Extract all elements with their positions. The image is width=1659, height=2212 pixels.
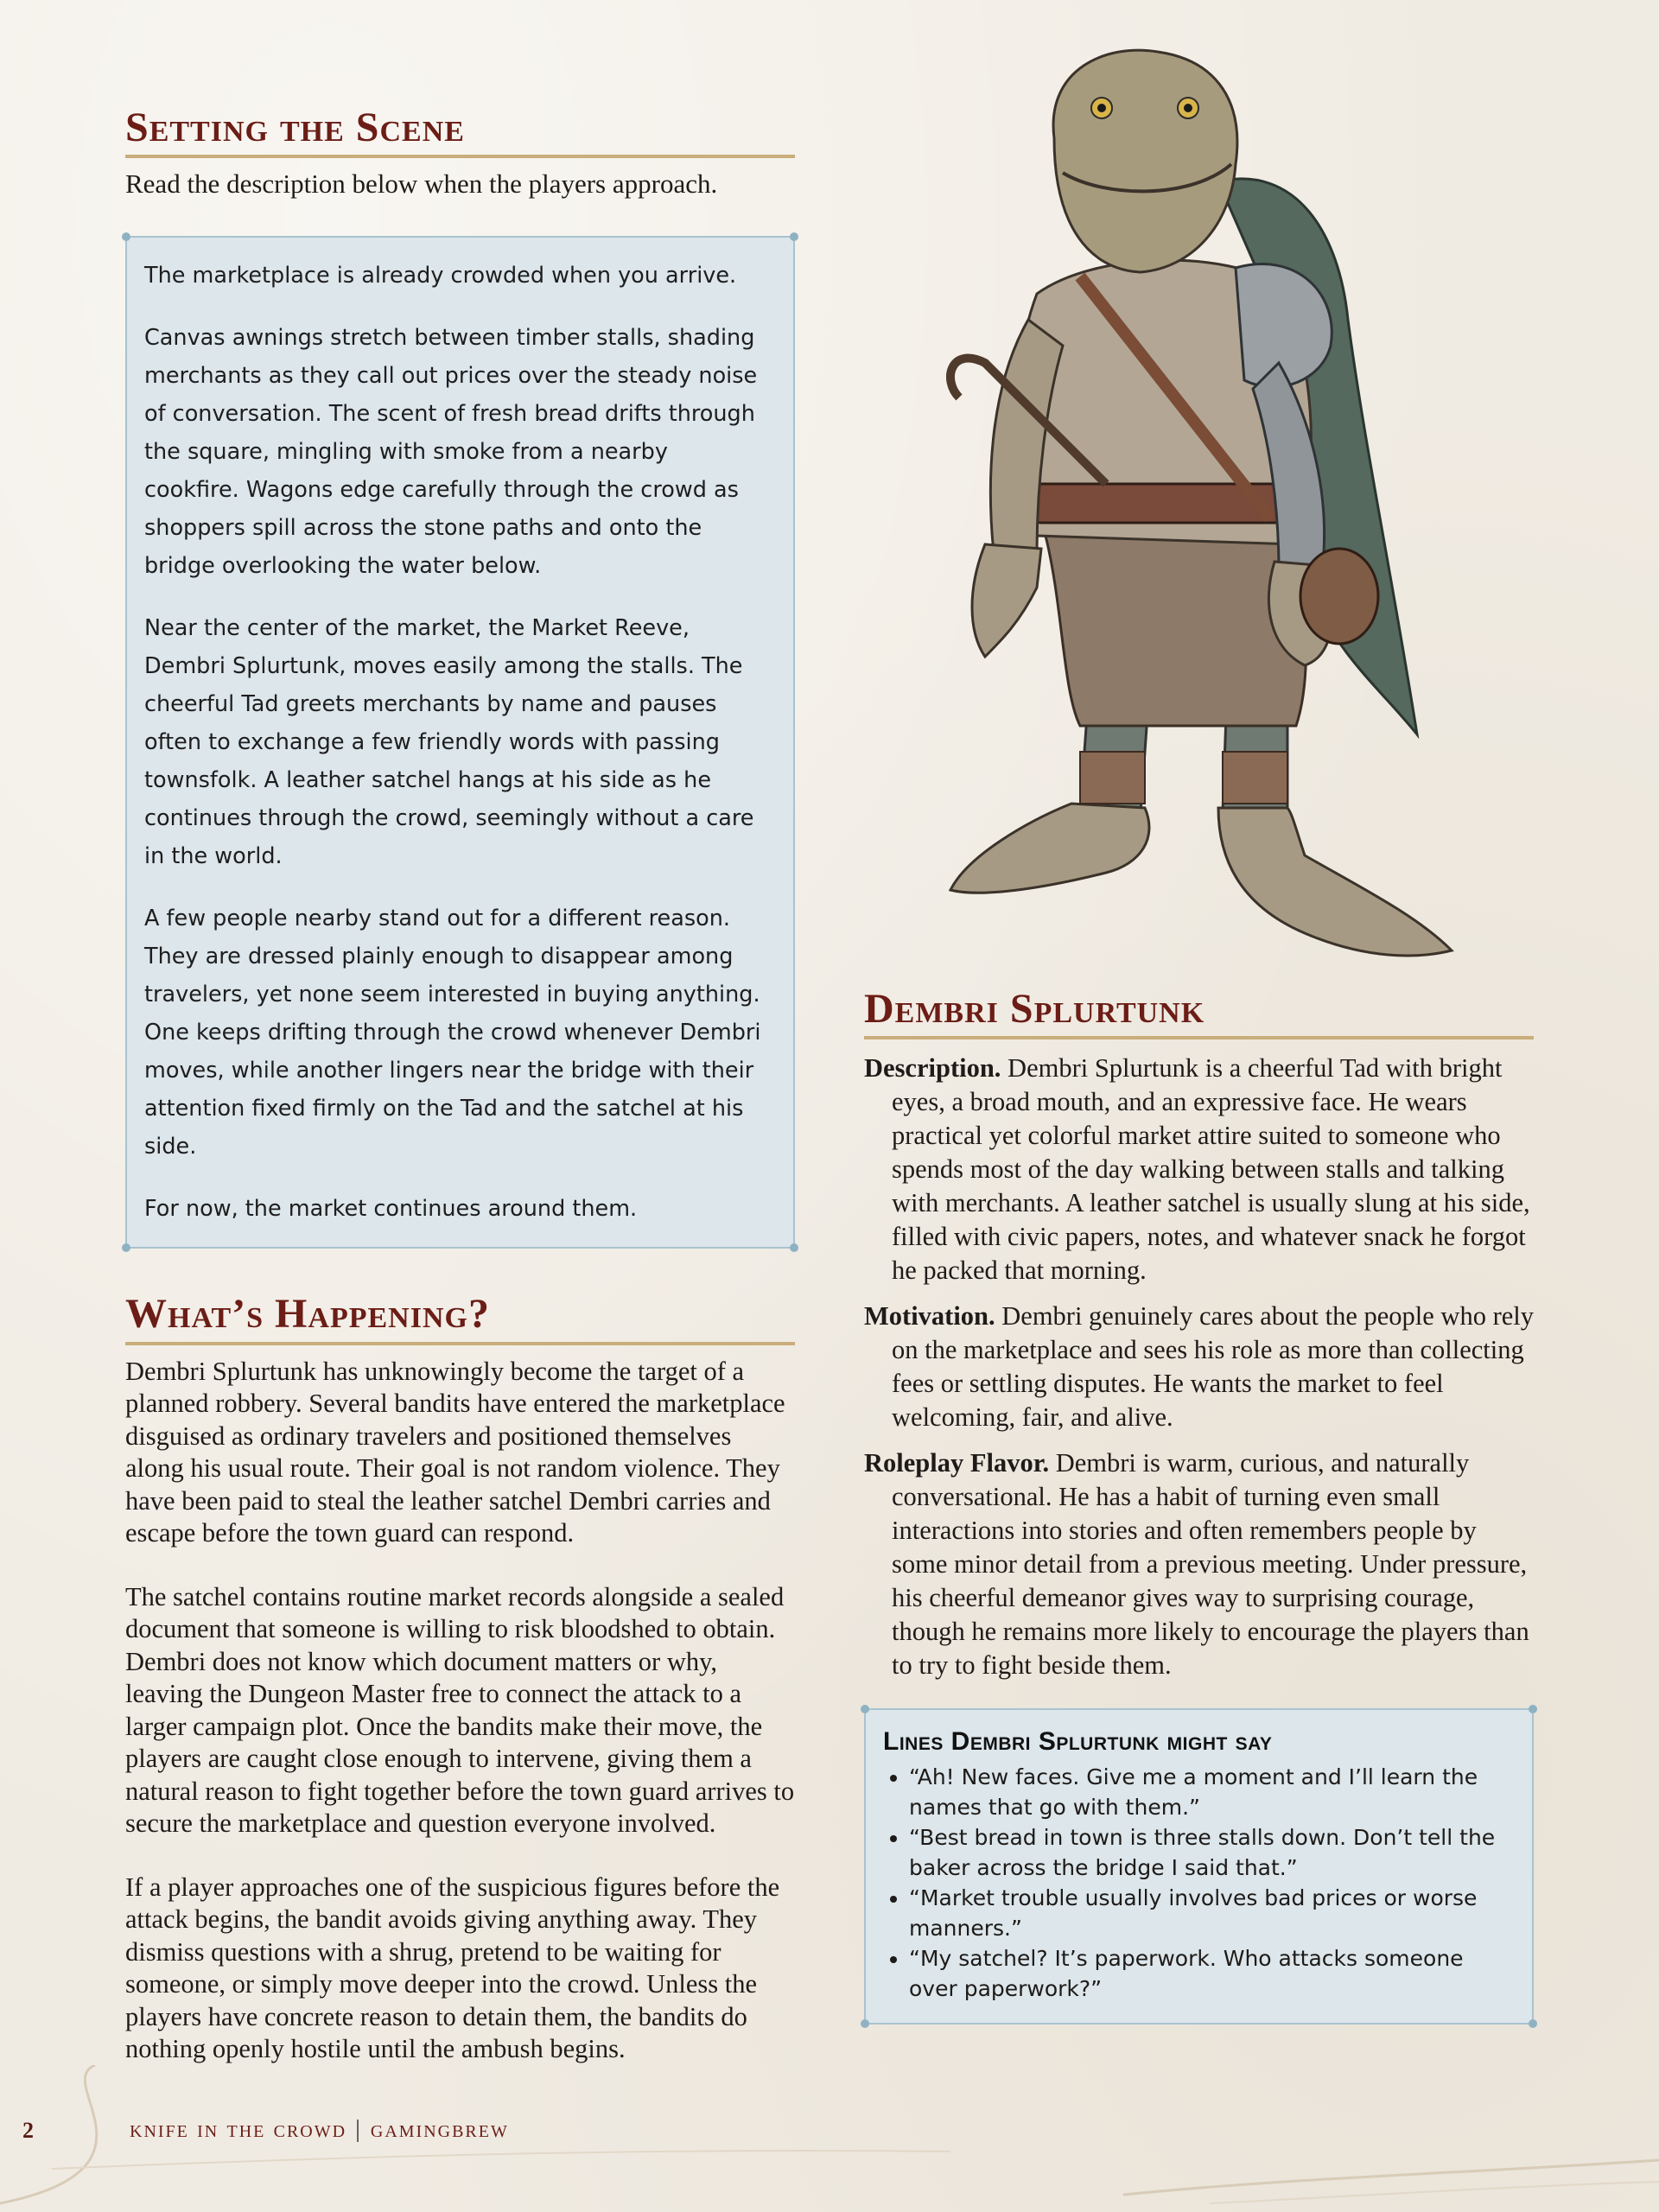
box-corner: [122, 1243, 130, 1252]
entry-text: Dembri is warm, curious, and naturally conversational. He has a habit of turning even small interactions into stories and often remembers people by some minor detail from a previous meeting. Under pressure, his cheerful demeanor gives way to surprising courage, though he remains more likely to encourage the players than to try to fight beside them.: [892, 1448, 1529, 1681]
read-aloud-paragraph: For now, the market continues around them.: [144, 1196, 638, 1223]
entry-text: Dembri genuinely cares about the people who rely on the marketplace and sees his role as more than collecting fees or settling disputes. He wants the market to feel welcoming, fair, and alive.: [892, 1301, 1534, 1433]
body-paragraph: The satchel contains routine market records alongside a sealed document that someone is willing to risk bloodshed to obtain. Dembri does not know which document matters or why, leaving the Dungeon Master free to connect the attack to a larger campaign plot. Once the bandits make their move, the players are caught close enough to intervene, giving them a natural reason to fight together before the town guard arrives to secure the marketplace and question everyone involved.: [125, 1581, 795, 1839]
page-number: 2: [22, 2118, 34, 2143]
read-aloud-box: [125, 236, 795, 1249]
lines-box: [864, 1708, 1534, 2024]
npc-motivation: [864, 1300, 1534, 1434]
footer-separator: |: [355, 2115, 362, 2143]
read-aloud-paragraph: The marketplace is already crowded when you arrive.: [144, 263, 737, 289]
box-corner: [861, 1705, 869, 1713]
npc-entries: [864, 1052, 1534, 1682]
lines-heading: Lines Dembri Splurtunk might say: [883, 1727, 1273, 1757]
entry-text: Dembri Splurtunk is a cheerful Tad with bright eyes, a broad mouth, and an expressive face. He wears practical yet colorful market attire suited to someone who spends most of the day walking between stalls and talking with merchants. A leather satchel is usually slung at his side, filled with civic papers, notes, and whatever snack he forgot he packed that morning.: [892, 1053, 1530, 1286]
setting-intro: Read the description below when the players approach.: [125, 168, 718, 200]
npc-heading: Dembri Splurtunk: [864, 985, 1534, 1039]
read-aloud-paragraph: A few people nearby stand out for a different reason. They are dressed plainly enough to disappear among travelers, yet none seem interested in buying anything. One keeps drifting through the crowd whenever Dembri moves, while another lingers near the bridge with their attention fixed firmly on the Tad and the satchel at his side.: [144, 906, 761, 1160]
dembri-splurtunk-illustration: [933, 35, 1486, 1002]
npc-roleplay-flavor: [864, 1446, 1534, 1682]
footer-publisher: gamingbrew: [370, 2115, 509, 2143]
left-column: [125, 104, 795, 2097]
quote-item: • “Best bread in town is three stalls down. Don’t tell the baker across the bridge I said that.”: [909, 1822, 1515, 1883]
body-paragraph: Dembri Splurtunk has unknowingly become the target of a planned robbery. Several bandits have entered the marketplace disguised as ordinary travelers and positioned themselves along his usual route. Their goal is not random violence. They have been paid to steal the leather satchel Dembri carries and escape before the town guard can respond.: [125, 1356, 785, 1548]
entry-label: Motivation.: [864, 1301, 995, 1332]
read-aloud-paragraph: Near the center of the market, the Market Reeve, Dembri Splurtunk, moves easily among the stalls. The cheerful Tad greets merchants by name and pauses often to exchange a few friendly words with passing townsfolk. A leather satchel hangs at his side as he continues through the crowd, seemingly without a care in the world.: [144, 615, 754, 870]
body-paragraph: If a player approaches one of the suspicious figures before the attack begins, the bandit avoids giving anything away. They dismiss questions with a shrug, pretend to be waiting for someone, or simply move deeper into the crowd. Unless the players have concrete reason to detain them, the bandits do nothing openly hostile until the ambush begins.: [125, 1872, 780, 2064]
footer-title: [130, 2115, 509, 2144]
happening-heading: What’s Happening?: [125, 1290, 795, 1344]
box-corner: [122, 232, 130, 241]
setting-heading: Setting the Scene: [125, 104, 795, 158]
happening-body: [125, 1356, 795, 2066]
npc-description: [864, 1052, 1534, 1287]
lines-list: [883, 1762, 1515, 2004]
entry-label: Description.: [864, 1053, 1001, 1084]
right-column: [864, 985, 1534, 2024]
footer-book-title: knife in the crowd: [130, 2115, 347, 2143]
quote-item: • “My satchel? It’s paperwork. Who attacks someone over paperwork?”: [909, 1943, 1515, 2004]
quote-item: • “Ah! New faces. Give me a moment and I’ll learn the names that go with them.”: [909, 1762, 1515, 1822]
entry-label: Roleplay Flavor.: [864, 1448, 1050, 1478]
quote-item: • “Market trouble usually involves bad prices or worse manners.”: [909, 1883, 1515, 1943]
read-aloud-paragraph: Canvas awnings stretch between timber stalls, shading merchants as they call out prices over the steady noise of conversation. The scent of fresh bread drifts through the square, mingling with smoke from a nearby cookfire. Wagons edge carefully through the crowd as shoppers spill across the stone paths and onto the bridge overlooking the water below.: [144, 325, 758, 580]
